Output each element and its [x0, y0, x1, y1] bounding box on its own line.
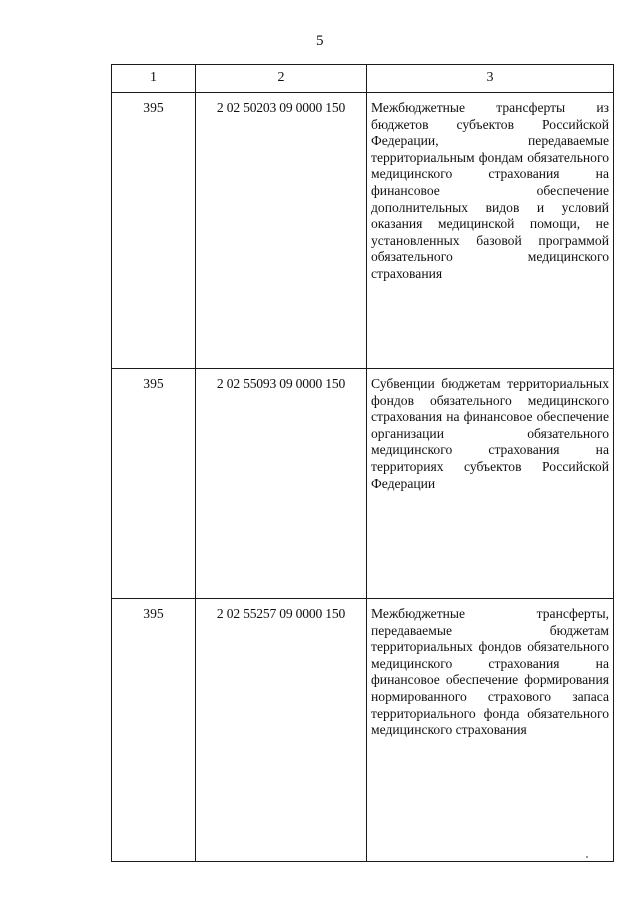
admin-code-cell: 395 [112, 599, 196, 862]
description-cell: Межбюджетные трансферты из бюджетов субъектов Российской Федерации, передаваемые территориальным фондам обязательного медицинского страхования на финансовое обеспечение дополнительных видов и условий оказания медицинской помощи, не установленных базовой программой обязательного медицинского страхования [367, 93, 614, 369]
income-code-cell: 2 02 50203 09 0000 150 [196, 93, 367, 369]
table-row [112, 369, 614, 599]
scan-speck [586, 856, 588, 858]
table-row [112, 599, 614, 862]
income-codes-table [111, 64, 614, 862]
admin-code-cell: 395 [112, 93, 196, 369]
description-cell: Межбюджетные трансферты, передаваемые бюджетам территориальных фондов обязательного медицинского страхования на финансовое обеспечение формирования нормированного страхового запаса территориального фонда обязательного медицинского страхования [367, 599, 614, 862]
table-row [112, 93, 614, 369]
column-header-1: 1 [112, 65, 196, 93]
page-number: 5 [316, 33, 324, 49]
admin-code-cell: 395 [112, 369, 196, 599]
column-header-3: 3 [367, 65, 614, 93]
description-cell: Субвенции бюджетам территориальных фондов обязательного медицинского страхования на финансовое обеспечение организации обязательного медицинского страхования на территориях субъектов Российской Федерации [367, 369, 614, 599]
table-header-row [112, 65, 614, 93]
income-code-cell: 2 02 55257 09 0000 150 [196, 599, 367, 862]
income-code-cell: 2 02 55093 09 0000 150 [196, 369, 367, 599]
column-header-2: 2 [196, 65, 367, 93]
